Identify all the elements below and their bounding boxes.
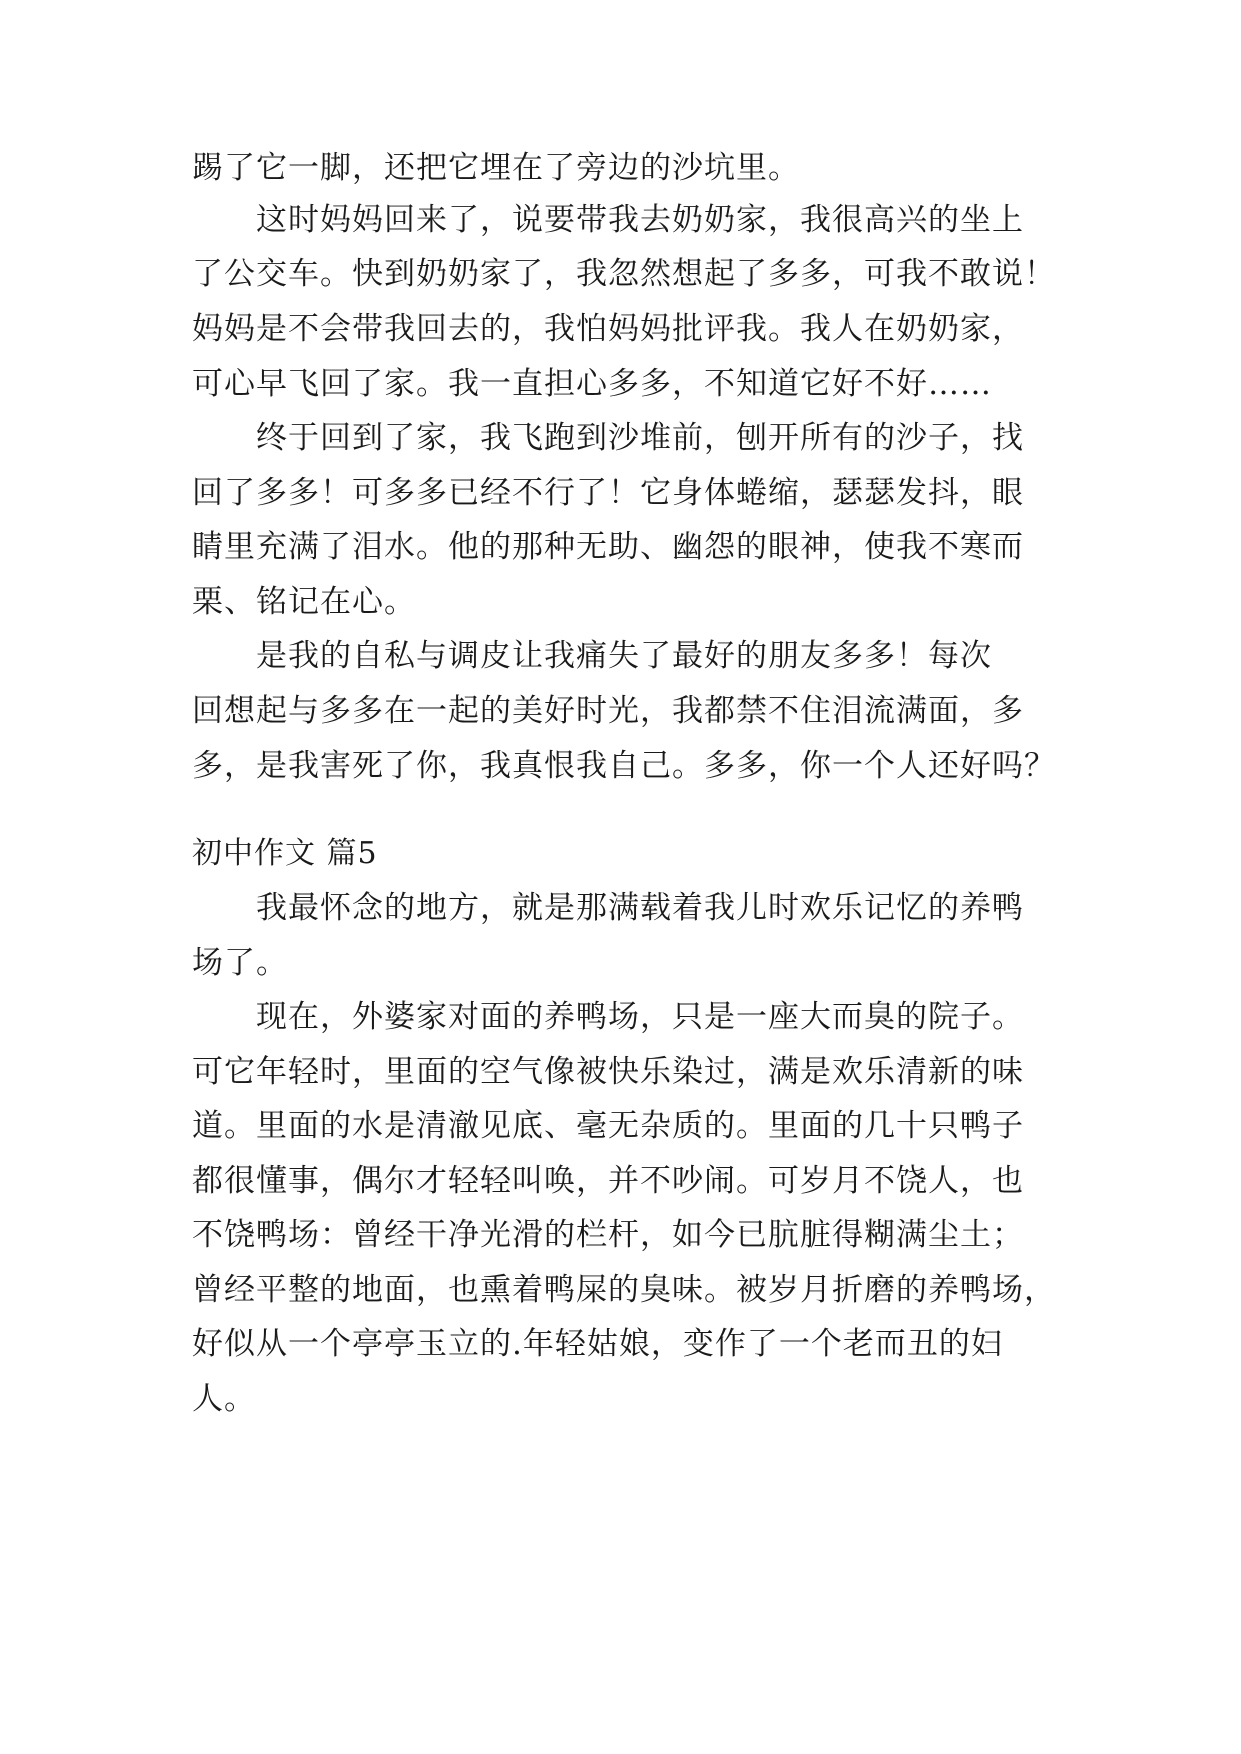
paragraph-line: 回想起与多多在一起的美好时光，我都禁不住泪流满面，多 [192,693,1024,729]
paragraph-line: 现在，外婆家对面的养鸭场，只是一座大而臭的院子。 [256,999,1024,1035]
paragraph-line: 可它年轻时，里面的空气像被快乐染过，满是欢乐清新的味 [192,1054,1024,1090]
paragraph-line: 好似从一个亭亭玉立的.年轻姑娘，变作了一个老而丑的妇 [192,1326,1003,1362]
paragraph-line: 可心早飞回了家。我一直担心多多，不知道它好不好…… [192,366,992,402]
paragraph-line: 终于回到了家，我飞跑到沙堆前，刨开所有的沙子，找 [256,420,1024,456]
paragraph-line: 道。里面的水是清澈见底、毫无杂质的。里面的几十只鸭子 [192,1108,1024,1144]
paragraph-line: 了公交车。快到奶奶家了，我忽然想起了多多，可我不敢说！ [192,256,1056,292]
paragraph-line: 这时妈妈回来了，说要带我去奶奶家，我很高兴的坐上 [256,202,1024,238]
paragraph-line: 我最怀念的地方，就是那满载着我儿时欢乐记忆的养鸭 [256,890,1024,926]
paragraph-line: 踢了它一脚，还把它埋在了旁边的沙坑里。 [192,150,800,186]
paragraph-line: 妈妈是不会带我回去的，我怕妈妈批评我。我人在奶奶家， [192,311,1024,347]
paragraph-line: 睛里充满了泪水。他的那种无助、幽怨的眼神，使我不寒而 [192,529,1024,565]
paragraph-line: 栗、铭记在心。 [192,584,416,620]
paragraph-line: 回了多多！可多多已经不行了！它身体蜷缩，瑟瑟发抖，眼 [192,475,1024,511]
paragraph-line: 不饶鸭场：曾经干净光滑的栏杆，如今已肮脏得糊满尘土； [192,1217,1024,1253]
paragraph-line: 多，是我害死了你，我真恨我自己。多多，你一个人还好吗？ [192,748,1056,784]
paragraph-line: 人。 [192,1381,256,1417]
paragraph-line: 曾经平整的地面，也熏着鸭屎的臭味。被岁月折磨的养鸭场， [192,1272,1056,1308]
paragraph-line: 是我的自私与调皮让我痛失了最好的朋友多多！每次 [256,638,992,674]
section-heading: 初中作文 篇5 [192,836,378,871]
paragraph-line: 场了。 [192,945,288,981]
paragraph-line: 都很懂事，偶尔才轻轻叫唤，并不吵闹。可岁月不饶人，也 [192,1163,1024,1199]
